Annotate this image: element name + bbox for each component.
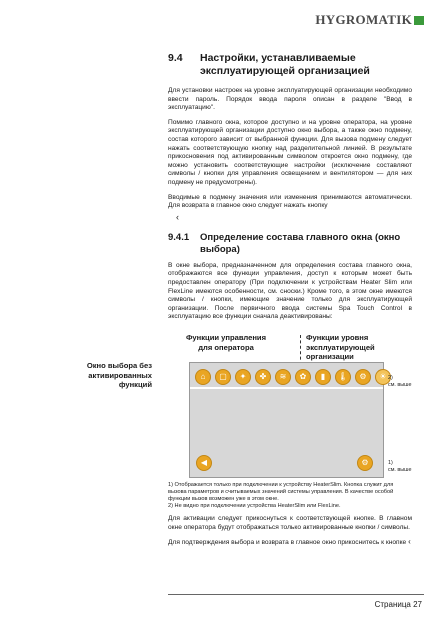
paragraph: Вводимые в подмену значения или изменения принимаются автоматически. Для возврата в главное окно следует нажать кнопку: [168, 193, 412, 210]
aroma-icon[interactable]: ✿: [295, 369, 311, 385]
after-figure-text: [168, 515, 412, 554]
figure-note-1: [388, 460, 411, 474]
note-number: 2): [388, 375, 393, 381]
figure-title-owner: Функции уровня эксплуатирующей организации: [306, 333, 375, 361]
section-number: 9.4: [168, 52, 183, 64]
fan-icon[interactable]: ✤: [255, 369, 271, 385]
divider-line: [190, 387, 383, 389]
temperature-icon[interactable]: 🌡: [335, 369, 351, 385]
figure-side-label: Окно выбора без активированных функций: [86, 361, 152, 389]
selection-window-screen: [189, 362, 387, 478]
paragraph: [168, 538, 412, 548]
footnote: 1) Отображается только при подключении к устройству HeaterSlim. Кнопка служит для вызова параметров и считываемых значений системы управления. В качестве особой функции вызов возможен уже в этом окне.: [168, 482, 394, 502]
hygromatik-logo: [315, 12, 424, 28]
back-button[interactable]: ◀: [196, 455, 212, 471]
home-icon[interactable]: ⌂: [195, 369, 211, 385]
section-9-4-1-heading: [168, 232, 412, 256]
page-number: Страница 27: [374, 600, 422, 609]
logo-text: HYGROMATIK: [315, 12, 412, 27]
section-title: Настройки, устанавливаемые эксплуатирующей организацией: [200, 52, 370, 77]
main-content: [168, 52, 412, 328]
figure-title-operator: Функции управления для оператора: [185, 333, 267, 352]
footer-divider: [168, 594, 424, 595]
panel-icon[interactable]: ▢: [215, 369, 231, 385]
note-text: см. выше: [388, 466, 412, 473]
logo-mark-icon: [414, 16, 424, 25]
paragraph: Для установки настроек на уровне эксплуатирующей организации необходимо ввести пароль. Порядок ввода пароля описан в разделе "Ввод в эксплуатацию".: [168, 87, 412, 112]
gear-button[interactable]: ⚙: [357, 455, 373, 471]
icon-row: [195, 369, 395, 385]
footnotes: [168, 482, 412, 510]
footnote: 2) Не видно при подключении устройства HeaterSlim или FlexLine.: [168, 503, 341, 509]
settings-icon[interactable]: ⚙: [355, 369, 371, 385]
sun-icon[interactable]: ☀: [375, 369, 391, 385]
light-icon[interactable]: ✦: [235, 369, 251, 385]
paragraph: Для активации следует прикоснуться к соответствующей кнопке. В главном окне оператора будут отображаться только активированные кнопки / символы.: [168, 515, 412, 531]
steam-icon[interactable]: ≋: [275, 369, 291, 385]
figure-note-2: [388, 375, 411, 389]
section-9-4-heading: [168, 52, 412, 78]
section-title: Определение состава главного окна (окно выбора): [200, 231, 401, 255]
paragraph: Помимо главного окна, которое доступно и на уровне оператора, на уровне эксплуатирующей организации доступно окно выбора, а также окно подмену, состав которого зависит от выбранной функции. Для вызова подмену следует нажать соответствующую кнопку над разделительной линией. В результате прикосновения под активированным символом откроется окно подмену, где можно установить соответствующие настройки (исключение составляют символы / кнопки для управления освещением и вентилятором — для них подмену не предусмотрены).: [168, 118, 412, 186]
note-number: 1): [388, 460, 393, 466]
back-arrow-icon: ‹: [176, 211, 179, 222]
note-text: см. выше: [388, 381, 412, 388]
section-number: 9.4.1: [168, 231, 190, 243]
paragraph: В окне выбора, предназначенном для определения состава главного окна, отображаются все функции управления, доступ к которым может быть предоставлен оператору (При подключении к устройствам Heater Slim или FlexLine имеются особенности, см. сноски.) Кроме того, в этом окне имеются символы / кнопки, имеющие значение только для эксплуатирующей организации. После первичного ввода системы Spa Touch Control в эксплуатацию все функции сначала деактивированы:: [168, 261, 412, 321]
heater-icon[interactable]: ▮: [315, 369, 331, 385]
back-arrow-icon: ‹: [408, 537, 411, 547]
paragraph-text: Для подтверждения выбора и возврата в главное окно прикоснитесь к кнопке: [168, 539, 407, 547]
figure-divider: [300, 335, 301, 365]
